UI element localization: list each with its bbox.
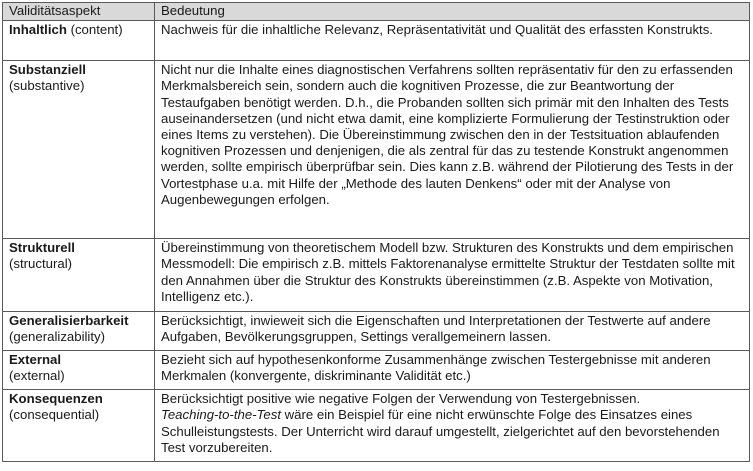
aspect-name: Strukturell <box>9 240 75 256</box>
meaning-intro: Berücksichtigt positive wie negative Folgen der Verwendung von Testergebnissen. <box>161 391 641 407</box>
aspect-translation: (external) <box>9 368 65 384</box>
aspect-cell <box>3 351 155 390</box>
meaning-emphasis: Teaching-to-the-Test <box>161 407 281 423</box>
aspect-translation: (consequential) <box>9 407 100 423</box>
aspect-name: Substanziell <box>9 62 86 78</box>
aspect-name: Inhaltlich <box>9 22 67 38</box>
aspect-translation: (generalizability) <box>9 329 106 345</box>
table-row <box>3 239 750 312</box>
table-row <box>3 351 750 390</box>
aspect-cell <box>3 312 155 351</box>
meaning-text: Berücksichtigt, inwieweit sich die Eigenschaften und Interpretationen der Testwerte auf andere Aufgaben, Bevölkerungsgruppen, Settings verallgemeinern lassen. <box>161 313 711 345</box>
meaning-cell <box>155 312 750 351</box>
aspect-cell <box>3 390 155 462</box>
meaning-cell <box>155 351 750 390</box>
meaning-cell <box>155 61 750 239</box>
table-row <box>3 61 750 239</box>
table-row <box>3 21 750 61</box>
validity-aspects-table <box>2 2 750 462</box>
meaning-cell <box>155 390 750 462</box>
meaning-rest: wäre ein Beispiel für eine nicht erwünschte Folge des Einsatzes eines Schulleistungstests. Der Unterricht wird darauf umgestellt, zielgerichtet auf den bevorstehenden Test vorzubereiten. <box>161 407 720 455</box>
aspect-name: Generalisierbarkeit <box>9 313 129 329</box>
aspect-cell <box>3 21 155 61</box>
table-header-row <box>3 3 750 21</box>
aspect-translation: (structural) <box>9 256 73 272</box>
meaning-text: Übereinstimmung von theoretischem Modell bzw. Strukturen des Konstrukts und dem empirischen Messmodell: Die empirisch z.B. mittels Faktorenanalyse ermittelte Struktur der Testdaten sollte mit den Annahmen über die Struktur des Konstrukts übereinstimmen (z.B. Aspekte von Motivation, Intelligenz etc.). <box>161 240 735 304</box>
meaning-text: Nicht nur die Inhalte eines diagnostischen Verfahrens sollten repräsentativ für den zu erfassenden Merkmalsbereich sein, sondern auch die kognitiven Prozesse, die zur Beantwortung der Testaufgaben benötigt werden. D.h., die Probanden sollten sich primär mit den Inhalten des Tests auseinandersetzen (und nicht etwa damit, eine komplizierte Formulierung der Testinstruktion oder eines Items zu verstehen). Die Übereinstimmung zwischen den in der Testsituation ablaufenden kognitiven Prozessen und denjenigen, die als zentral für das zu testende Konstrukt angenommen werden, sollte empirisch überprüfbar sein. Dies kann z.B. während der Pilotierung des Tests in der Vortestphase u.a. mit Hilfe der „Methode des lauten Denkens“ oder mit der Analyse von Augenbewegungen erfolgen. <box>161 62 734 207</box>
meaning-text: Nachweis für die inhaltliche Relevanz, Repräsentativität und Qualität des erfassten Konstrukts. <box>161 22 713 38</box>
table-row <box>3 390 750 462</box>
meaning-cell <box>155 239 750 312</box>
header-meaning: Bedeutung <box>155 3 750 21</box>
meaning-text <box>161 391 743 456</box>
aspect-translation: (substantive) <box>9 78 85 94</box>
table-row <box>3 312 750 351</box>
aspect-name: Konsequenzen <box>9 391 103 407</box>
header-aspect: Validitätsaspekt <box>3 3 155 21</box>
aspect-translation: (content) <box>70 22 123 38</box>
aspect-name: External <box>9 352 62 368</box>
meaning-text: Bezieht sich auf hypothesenkonforme Zusammenhänge zwischen Testergebnisse mit anderen Merkmalen (konvergente, diskriminante Validität etc.) <box>161 352 711 384</box>
meaning-cell <box>155 21 750 61</box>
aspect-cell <box>3 239 155 312</box>
aspect-cell <box>3 61 155 239</box>
